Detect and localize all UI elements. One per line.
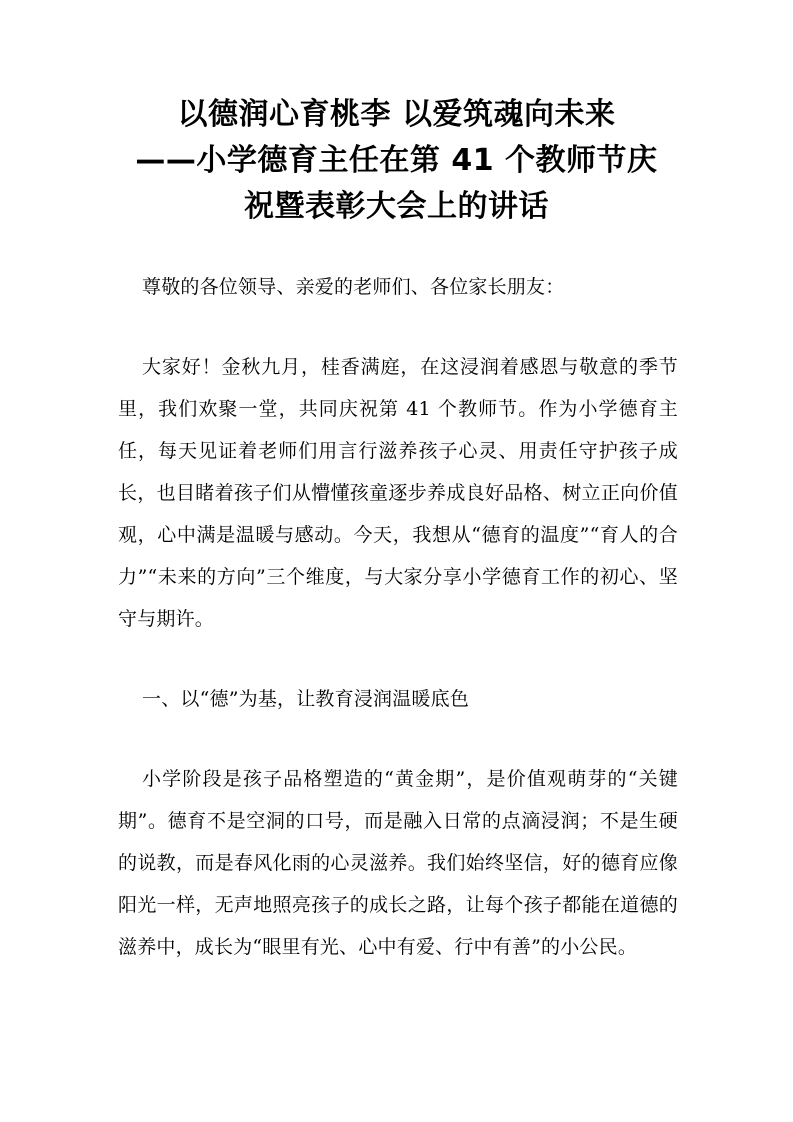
document-title [100, 92, 693, 230]
section-heading: 一、以“德”为基，让教育浸润温暖底色 [142, 688, 470, 710]
title-line-3: 祝暨表彰大会上的讲话 [244, 189, 549, 224]
greeting-paragraph: 尊敬的各位领导、亲爱的老师们、各位家长朋友： [142, 276, 565, 298]
opening-paragraph: 大家好！金秋九月，桂香满庭，在这浸润着感恩与敬意的季节里，我们欢聚一堂，共同庆祝第 41 个教师节。作为小学德育主任，每天见证着老师们用言行滋养孩子心灵、用责任守护孩子成长，也目睹着孩子们从懵懂孩童逐步养成良好品格、树立正向价值观，心中满是温暖与感动。今天，我想从“德育的温度”“育人的合力”“未来的方向”三个维度，与大家分享小学德育工作的初心、坚守与期许。 [118, 356, 678, 630]
section-paragraph: 小学阶段是孩子品格塑造的“黄金期”，是价值观萌芽的“关键期”。德育不是空洞的口号，而是融入日常的点滴浸润；不是生硬的说教，而是春风化雨的心灵滋养。我们始终坚信，好的德育应像阳光一样，无声地照亮孩子的成长之路，让每个孩子都能在道德的滋养中，成长为“眼里有光、心中有爱、行中有善”的小公民。 [118, 768, 678, 958]
title-line-2: ——小学德育主任在第 41 个教师节庆 [135, 143, 658, 178]
title-line-1: 以德润心育桃李 以爱筑魂向未来 [177, 97, 616, 132]
